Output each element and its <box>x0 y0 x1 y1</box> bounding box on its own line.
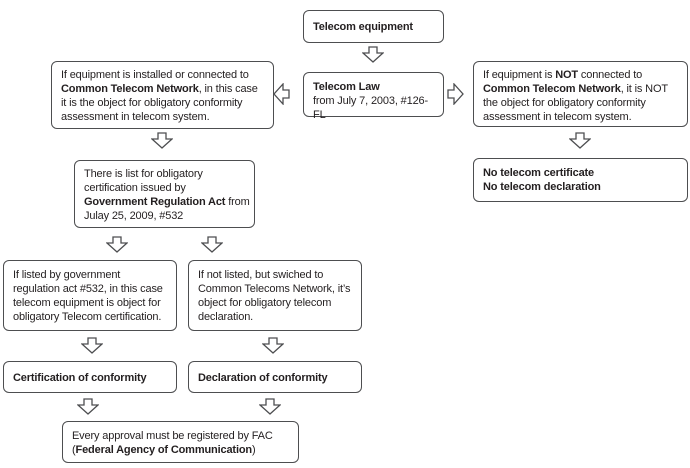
down-arrow-icon <box>259 398 281 415</box>
node-obligatory-certification-list: There is list for obligatory certification issued by Government Regulation Act from Julay 25, 2009, #532 <box>74 160 255 228</box>
node-no-telecom-approval: No telecom certificate No telecom declaration <box>473 158 688 202</box>
down-arrow-icon <box>569 132 591 149</box>
left-arrow-icon <box>273 83 290 105</box>
down-arrow-icon <box>77 398 99 415</box>
node-if-not-listed-condition: If not listed, but swiched to Common Telecoms Network, it’s object for obligatory telecom declaration. <box>188 260 362 331</box>
down-arrow-icon <box>362 46 384 63</box>
down-arrow-icon <box>106 236 128 253</box>
node-certification-of-conformity: Certification of conformity <box>3 361 177 393</box>
node-declaration-of-conformity: Declaration of conformity <box>188 361 362 393</box>
node-if-listed-condition: If listed by government regulation act #532, in this case telecom equipment is object for obligatory Telecom certification. <box>3 260 177 331</box>
right-arrow-icon <box>447 83 464 105</box>
down-arrow-icon <box>81 337 103 354</box>
node-connected-condition: If equipment is installed or connected to Common Telecom Network, in this case it is the object for obligatory conformity assessment in telecom system. <box>51 61 274 129</box>
down-arrow-icon <box>151 132 173 149</box>
down-arrow-icon <box>262 337 284 354</box>
node-not-connected-condition: If equipment is NOT connected to Common Telecom Network, it is NOT the object for obligatory conformity assessment in telecom system. <box>473 61 688 127</box>
node-fac-registration: Every approval must be registered by FAC (Federal Agency of Communication) <box>62 421 299 463</box>
down-arrow-icon <box>201 236 223 253</box>
node-telecom-equipment: Telecom equipment <box>303 10 444 43</box>
node-telecom-law: Telecom Law from July 7, 2003, #126-FL <box>303 72 444 117</box>
